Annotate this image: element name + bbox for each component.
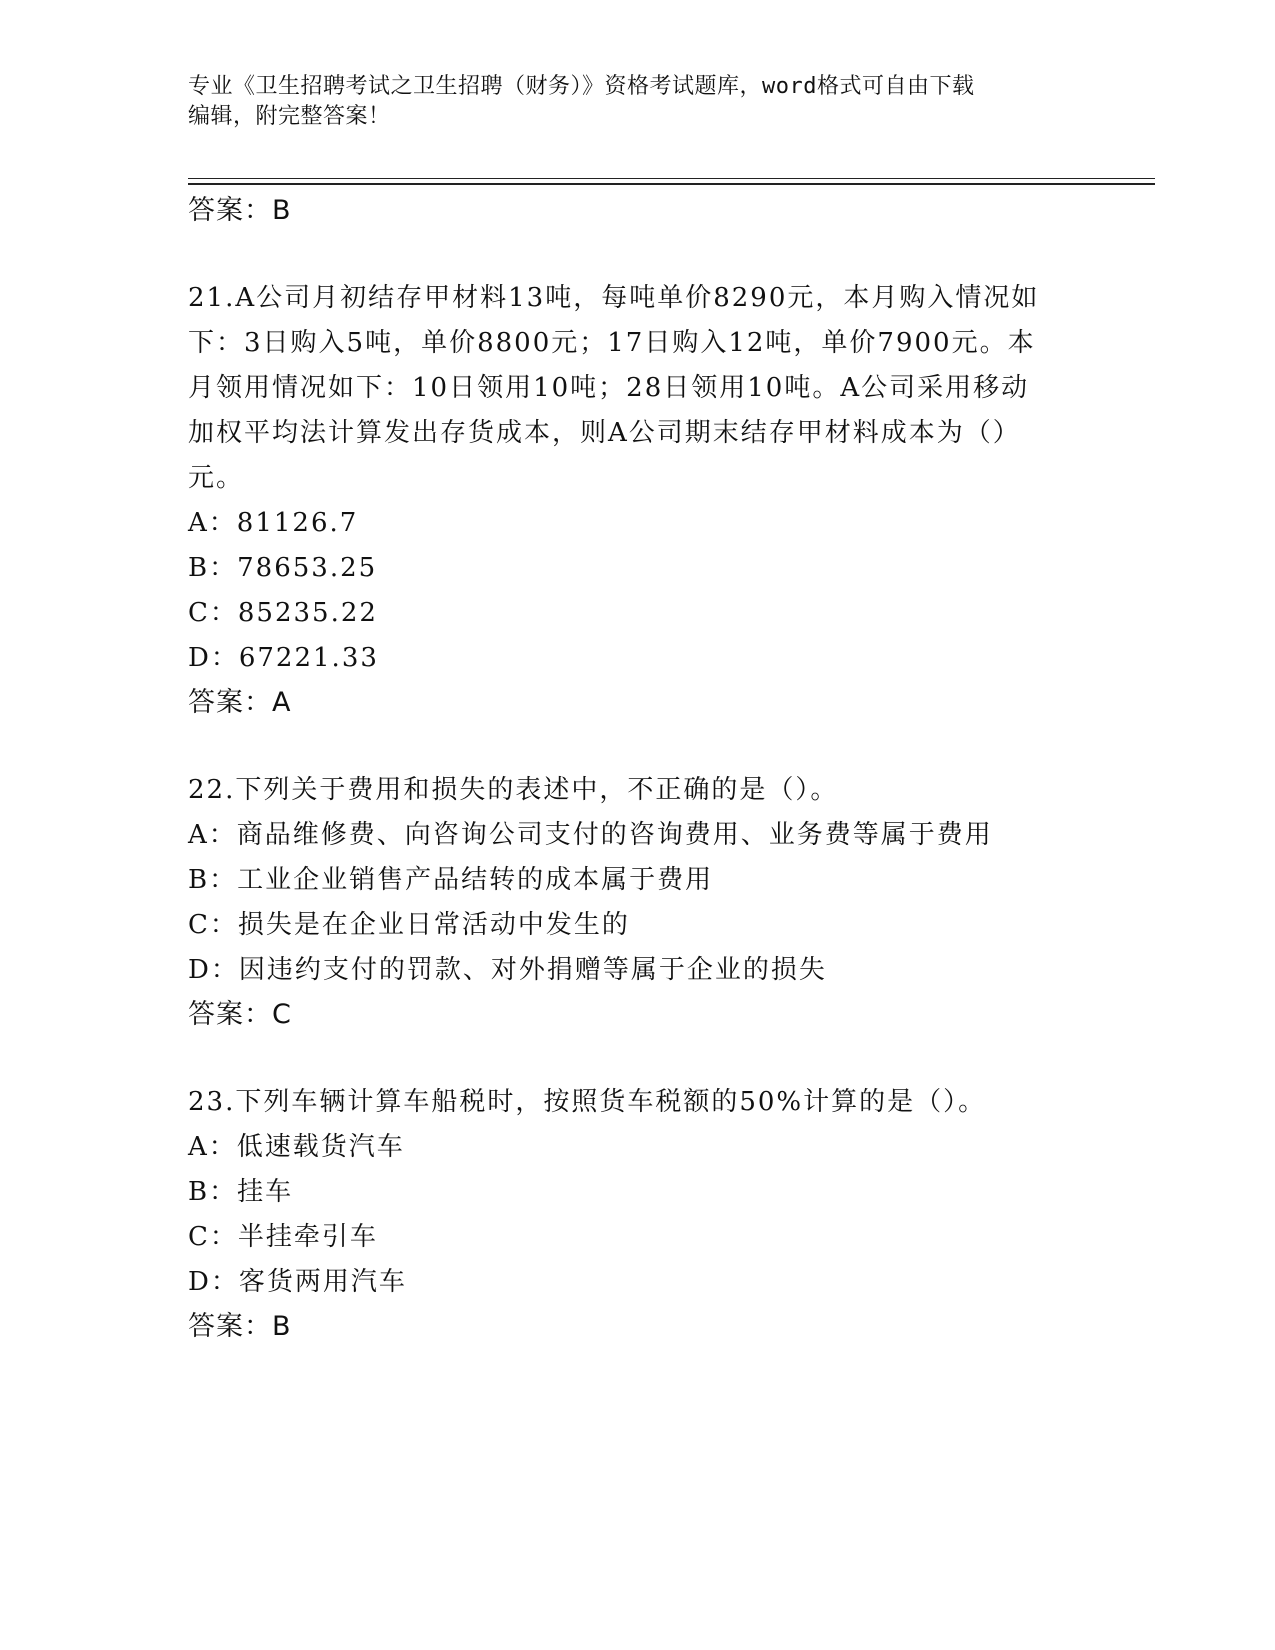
header-line-2: 编辑，附完整答案！ — [188, 104, 391, 129]
page-header — [188, 72, 1068, 132]
q21-option-d: D：67221.33 — [188, 643, 379, 673]
header-line-1: 专业《卫生招聘考试之卫生招聘（财务）》资格考试题库，word格式可自由下载 — [188, 74, 975, 99]
q23-option-c: C：半挂牵引车 — [188, 1222, 378, 1252]
q21-text-line-4: 加权平均法计算发出存货成本，则A公司期末结存甲材料成本为（） — [188, 418, 1021, 448]
header-divider-thick — [188, 183, 1155, 185]
q22-option-d: D：因违约支付的罚款、对外捐赠等属于企业的损失 — [188, 955, 827, 985]
previous-answer: 答案：B — [188, 195, 292, 226]
q22-text-line-1: 22.下列关于费用和损失的表述中，不正确的是（）。 — [188, 775, 839, 805]
q22-option-b: B：工业企业销售产品结转的成本属于费用 — [188, 865, 714, 895]
q22-answer: 答案：C — [188, 999, 292, 1030]
q21-option-c: C：85235.22 — [188, 598, 378, 628]
q22-option-a: A：商品维修费、向咨询公司支付的咨询费用、业务费等属于费用 — [188, 820, 993, 850]
header-divider-thin — [188, 178, 1155, 179]
q23-text-line-1: 23.下列车辆计算车船税时，按照货车税额的50%计算的是（）。 — [188, 1087, 987, 1117]
q23-answer: 答案：B — [188, 1311, 292, 1342]
q21-option-a: A：81126.7 — [188, 508, 359, 538]
q22-option-c: C：损失是在企业日常活动中发生的 — [188, 910, 630, 940]
q23-option-d: D：客货两用汽车 — [188, 1267, 407, 1297]
q21-text-line-1: 21.A公司月初结存甲材料13吨，每吨单价8290元，本月购入情况如 — [188, 283, 1040, 313]
q21-option-b: B：78653.25 — [188, 553, 378, 583]
q21-text-line-5: 元。 — [188, 463, 245, 493]
q21-answer: 答案：A — [188, 687, 292, 718]
q23-option-b: B：挂车 — [188, 1177, 294, 1207]
q23-option-a: A：低速载货汽车 — [188, 1132, 405, 1162]
q21-text-line-3: 月领用情况如下：10日领用10吨；28日领用10吨。A公司采用移动 — [188, 373, 1030, 403]
q21-text-line-2: 下：3日购入5吨，单价8800元；17日购入12吨，单价7900元。本 — [188, 328, 1036, 358]
